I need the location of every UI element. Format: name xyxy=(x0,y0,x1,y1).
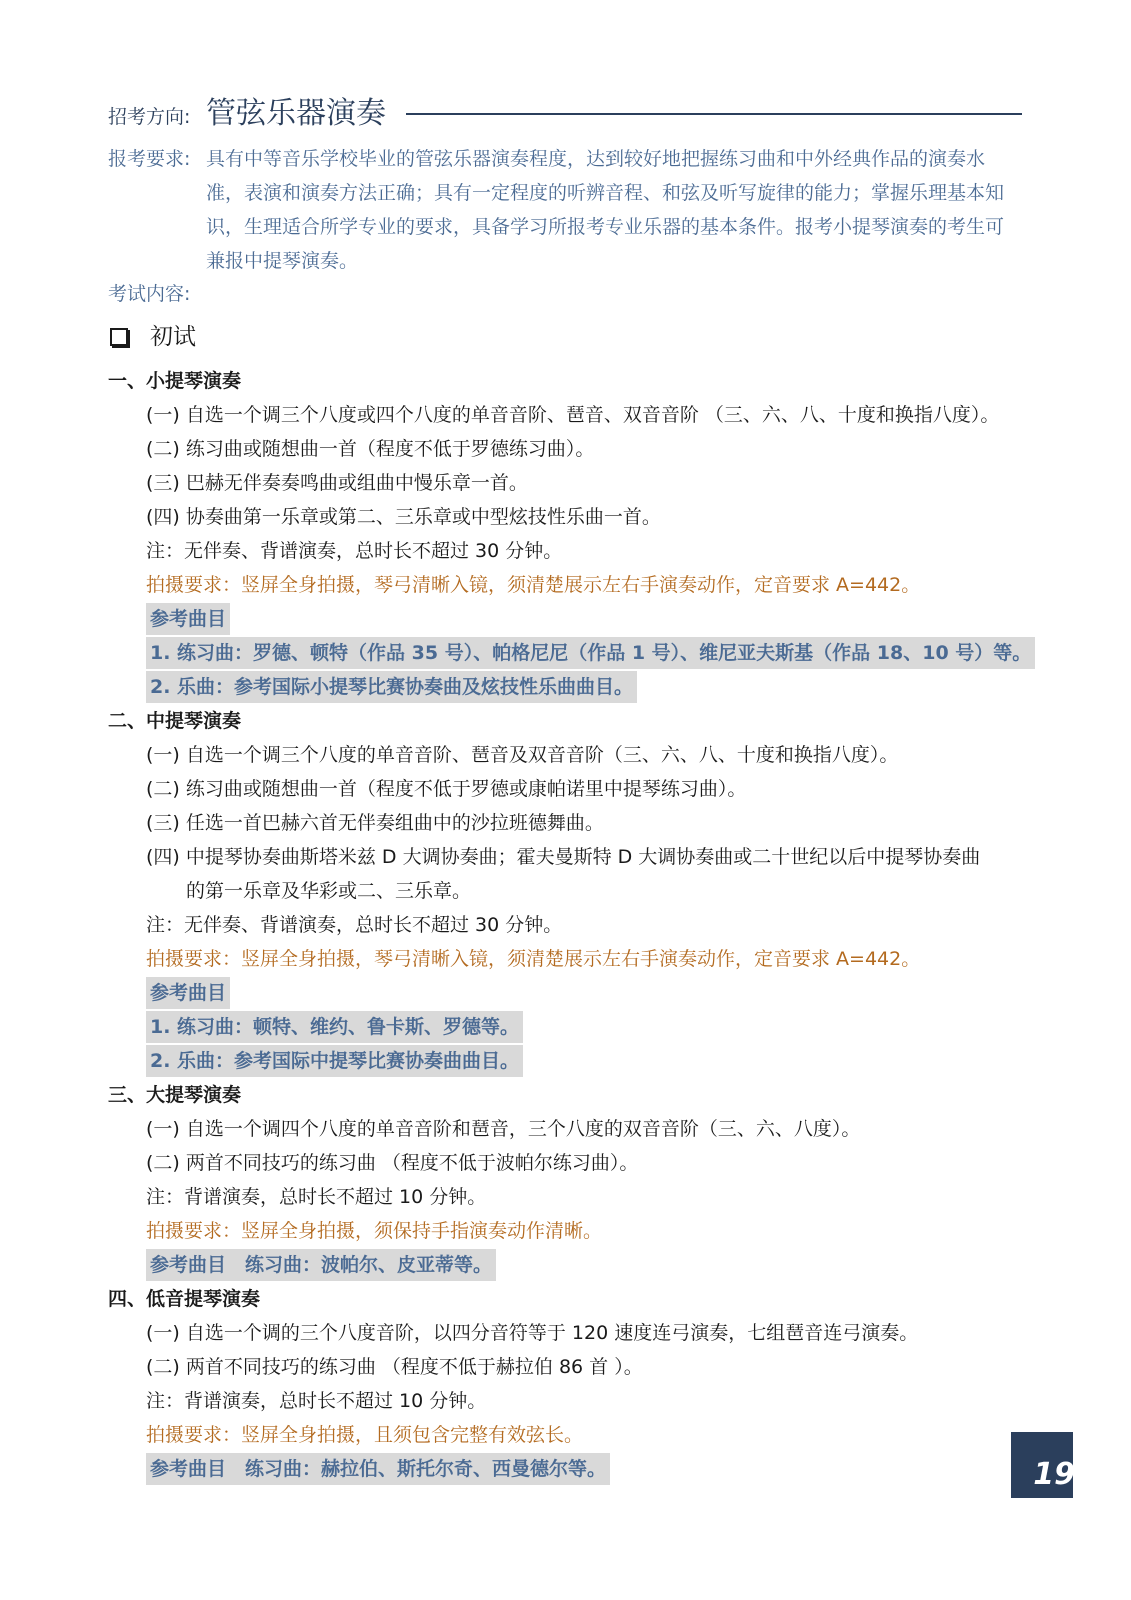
section-viola xyxy=(108,704,1028,1078)
photo-requirement: 拍摄要求：竖屏全身拍摄，琴弓清晰入镜，须清楚展示左右手演奏动作，定音要求 A=442。 xyxy=(146,574,921,596)
direction-title: 管弦乐器演奏 xyxy=(206,96,386,131)
photo-requirement: 拍摄要求：竖屏全身拍摄，且须包含完整有效弦长。 xyxy=(146,1424,584,1446)
note-text: 注：背谱演奏，总时长不超过 10 分钟。 xyxy=(146,1186,487,1208)
note-text: 注：背谱演奏，总时长不超过 10 分钟。 xyxy=(146,1390,487,1412)
note-text: 注：无伴奏、背谱演奏，总时长不超过 30 分钟。 xyxy=(146,914,563,936)
reference-row xyxy=(108,670,1028,704)
sections-body xyxy=(108,364,1032,1486)
list-item: (一) 自选一个调三个八度或四个八度的单音音阶、琶音、双音音阶 （三、六、八、十度和换指八度）。 xyxy=(146,404,1000,426)
list-item: (二) 两首不同技巧的练习曲 （程度不低于波帕尔练习曲）。 xyxy=(146,1152,639,1174)
reference-row xyxy=(108,1044,1028,1078)
reference-text: 1. 练习曲：罗德、顿特（作品 35 号）、帕格尼尼（作品 1 号）、维尼亚夫斯基（作品 18、10 号）等。 xyxy=(146,637,1035,669)
section-violin xyxy=(108,364,1032,704)
reference-text: 2. 乐曲：参考国际小提琴比赛协奏曲及炫技性乐曲曲目。 xyxy=(146,671,637,703)
photo-requirement: 拍摄要求：竖屏全身拍摄，须保持手指演奏动作清晰。 xyxy=(146,1220,603,1242)
note-text: 注：无伴奏、背谱演奏，总时长不超过 30 分钟。 xyxy=(146,540,563,562)
exam-content-label: 考试内容: xyxy=(108,283,191,305)
list-item: (二) 练习曲或随想曲一首（程度不低于罗德或康帕诺里中提琴练习曲）。 xyxy=(146,778,747,800)
reference-text: 参考曲目 练习曲：波帕尔、皮亚蒂等。 xyxy=(146,1249,496,1281)
list-item: (四) 协奏曲第一乐章或第二、三乐章或中型炫技性乐曲一首。 xyxy=(146,506,661,528)
list-item: (二) 练习曲或随想曲一首（程度不低于罗德练习曲）。 xyxy=(146,438,595,460)
reference-row xyxy=(108,636,1032,670)
reference-text: 参考曲目 练习曲：赫拉伯、斯托尔奇、西曼德尔等。 xyxy=(146,1453,610,1485)
list-item: (三) 任选一首巴赫六首无伴奏组曲中的沙拉班德舞曲。 xyxy=(146,812,604,834)
section-title: 一、小提琴演奏 xyxy=(108,370,242,392)
checkbox-square-icon xyxy=(110,328,128,346)
reference-row xyxy=(108,1452,1028,1486)
section-double-bass xyxy=(108,1282,1028,1486)
reference-row xyxy=(108,1010,1028,1044)
requirement-label: 报考要求: xyxy=(108,148,191,170)
direction-label: 招考方向: xyxy=(108,106,191,128)
reference-row xyxy=(108,1248,1028,1282)
reference-row xyxy=(108,976,1028,1010)
list-item: (四) 中提琴协奏曲斯塔米兹 D 大调协奏曲；霍夫曼斯特 D 大调协奏曲或二十世纪以后中提琴协奏曲 xyxy=(146,846,981,868)
section-cello xyxy=(108,1078,1028,1282)
page-header xyxy=(108,88,1028,132)
list-item: (一) 自选一个调四个八度的单音音阶和琶音，三个八度的双音音阶（三、六、八度）。 xyxy=(146,1118,861,1140)
section-title: 四、低音提琴演奏 xyxy=(108,1288,261,1310)
list-item: (一) 自选一个调三个八度的单音音阶、琶音及双音音阶（三、六、八、十度和换指八度）。 xyxy=(146,744,899,766)
reference-text: 1. 练习曲：顿特、维约、鲁卡斯、罗德等。 xyxy=(146,1011,523,1043)
list-item: (二) 两首不同技巧的练习曲 （程度不低于赫拉伯 86 首 ）。 xyxy=(146,1356,643,1378)
requirement-text: 具有中等音乐学校毕业的管弦乐器演奏程度，达到较好地把握练习曲和中外经典作品的演奏水准，表演和演奏方法正确；具有一定程度的听辨音程、和弦及听写旋律的能力；掌握乐理基本知识，生理适合所学专业的要求，具备学习所报考专业乐器的基本条件。报考小提琴演奏的考生可兼报中提琴演奏。 xyxy=(206,148,1005,272)
list-item-continuation: 的第一乐章及华彩或二、三乐章。 xyxy=(186,880,472,902)
photo-requirement: 拍摄要求：竖屏全身拍摄，琴弓清晰入镜，须清楚展示左右手演奏动作，定音要求 A=442。 xyxy=(146,948,921,970)
reference-text: 参考曲目 xyxy=(146,977,230,1009)
reference-row xyxy=(108,602,1028,636)
reference-text: 2. 乐曲：参考国际中提琴比赛协奏曲曲目。 xyxy=(146,1045,523,1077)
round-title: 初试 xyxy=(150,324,196,350)
list-item: (三) 巴赫无伴奏奏鸣曲或组曲中慢乐章一首。 xyxy=(146,472,528,494)
list-item: (一) 自选一个调的三个八度音阶，以四分音符等于 120 速度连弓演奏，七组琶音连弓演奏。 xyxy=(146,1322,919,1344)
reference-text: 参考曲目 xyxy=(146,603,230,635)
section-title: 三、大提琴演奏 xyxy=(108,1084,242,1106)
page-number-badge xyxy=(1011,1432,1073,1498)
header-rule xyxy=(406,113,1022,115)
section-title: 二、中提琴演奏 xyxy=(108,710,242,732)
page-number: 19 xyxy=(1033,1457,1075,1492)
